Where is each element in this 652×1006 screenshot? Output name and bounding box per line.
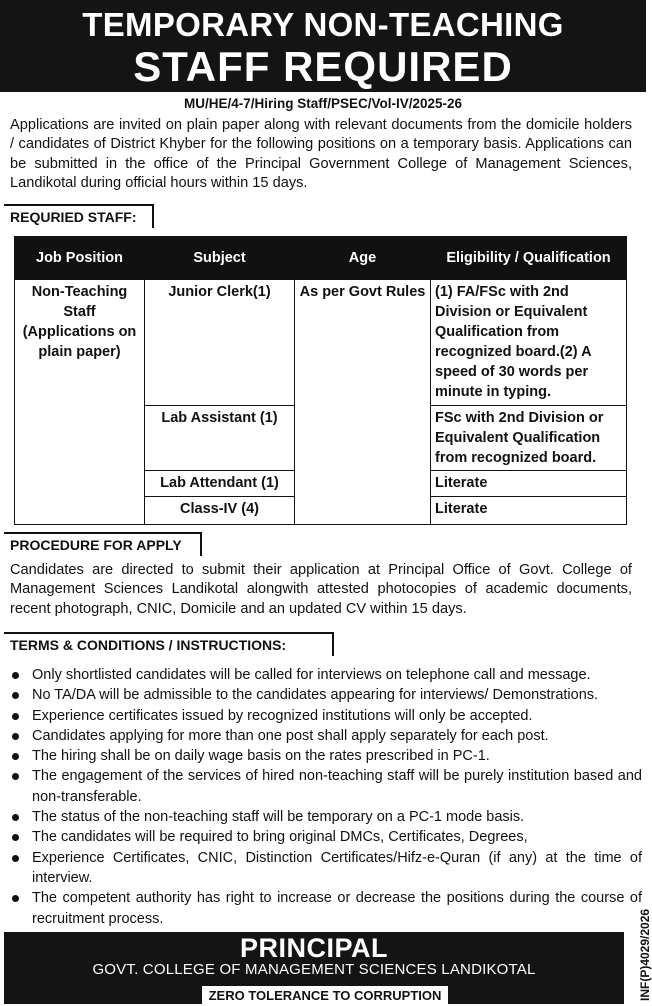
age-cell: As per Govt Rules — [295, 280, 431, 525]
bullet-icon — [12, 713, 19, 720]
list-item — [10, 685, 642, 705]
bullet-icon — [12, 753, 19, 760]
bullet-icon — [12, 895, 19, 902]
anti-corruption-slogan: ZERO TOLERANCE TO CORRUPTION — [202, 986, 448, 1004]
list-item — [10, 848, 642, 889]
footer-institution: GOVT. COLLEGE OF MANAGEMENT SCIENCES LANDIKOTAL — [92, 961, 536, 978]
term-text: No TA/DA will be admissible to the candidates appearing for interviews/ Demonstrations. — [32, 687, 599, 704]
terms-list — [10, 665, 642, 929]
list-item — [10, 665, 642, 685]
subject-cell: Class-IV (4) — [145, 497, 295, 525]
required-staff-heading: REQURIED STAFF: — [4, 204, 154, 228]
intro-paragraph: Applications are invited on plain paper along with relevant documents from the domicile holders / candidates of District Khyber for the following positions on a temporary basis. Applications can be submitted in the office of the Principal Government College of Management Sciences, Landikotal during official hours within 15 days. — [10, 117, 632, 191]
eligibility-cell: Literate — [431, 471, 627, 497]
term-text: The candidates will be required to bring original DMCs, Certificates, Degrees, — [32, 829, 528, 846]
job-position-cell: Non-Teaching Staff (Applications on plain paper) — [15, 280, 145, 525]
term-text: The hiring shall be on daily wage basis on the rates prescribed in PC-1. — [32, 748, 490, 765]
term-text: Experience certificates issued by recognized institutions will only be accepted. — [32, 707, 533, 724]
side-reference-text: INF(P)4029/2026 — [638, 908, 652, 1001]
procedure-paragraph: Candidates are directed to submit their application at Principal Office of Govt. College of Management Sciences Landikotal alongwith attested photocopies of academic documents, recent photograph, CNIC, Domicile and an updated CV within 15 days. — [10, 562, 632, 617]
staff-table — [14, 236, 626, 518]
list-item — [10, 766, 642, 807]
list-item — [10, 807, 642, 827]
col-header-subject: Subject — [145, 237, 295, 280]
list-item — [10, 827, 642, 847]
list-item — [10, 726, 642, 746]
bullet-icon — [12, 814, 19, 821]
footer-title: PRINCIPAL — [239, 933, 388, 963]
col-header-eligibility: Eligibility / Qualification — [431, 237, 627, 280]
term-text: Only shortlisted candidates will be called for interviews on telephone call and message. — [32, 667, 591, 683]
list-item — [10, 888, 642, 929]
subject-cell: Lab Attendant (1) — [145, 471, 295, 497]
bullet-icon — [12, 855, 19, 862]
eligibility-cell: FSc with 2nd Division or Equivalent Qualification from recognized board. — [431, 406, 627, 471]
list-item — [10, 746, 642, 766]
bullet-icon — [12, 834, 19, 841]
term-text: The engagement of the services of hired non-teaching staff will be purely institution based and non-transferable. — [32, 768, 642, 805]
term-text: The competent authority has right to increase or decrease the positions during the course of recruitment process. — [32, 890, 642, 927]
bullet-icon — [12, 733, 19, 740]
subject-cell: Junior Clerk(1) — [145, 280, 295, 406]
terms-heading: TERMS & CONDITIONS / INSTRUCTIONS: — [4, 632, 334, 656]
bullet-icon — [12, 773, 19, 780]
subject-cell: Lab Assistant (1) — [145, 406, 295, 471]
term-text: Experience Certificates, CNIC, Distinction Certificates/Hifz-e-Quran (if any) at the time of interview. — [32, 849, 642, 886]
eligibility-cell: (1) FA/FSc with 2nd Division or Equivalent Qualification from recognized board.(2) A speed of 30 words per minute in typing. — [431, 280, 627, 406]
header-line-2: STAFF REQUIRED — [133, 43, 513, 90]
advert-header — [0, 0, 646, 92]
eligibility-cell: Literate — [431, 497, 627, 525]
header-line-1: TEMPORARY NON-TEACHING — [82, 6, 564, 43]
bullet-icon — [12, 672, 19, 679]
bullet-icon — [12, 692, 19, 699]
advert-footer — [4, 932, 624, 1004]
col-header-job-position: Job Position — [15, 237, 145, 280]
list-item — [10, 706, 642, 726]
col-header-age: Age — [295, 237, 431, 280]
term-text: Candidates applying for more than one post shall apply separately for each post. — [32, 727, 549, 744]
side-reference — [624, 893, 652, 1001]
reference-number: MU/HE/4-7/Hiring Staff/PSEC/Vol-IV/2025-26 — [183, 96, 463, 111]
procedure-heading: PROCEDURE FOR APPLY — [4, 532, 202, 556]
term-text: The status of the non-teaching staff will be temporary on a PC-1 mode basis. — [32, 809, 525, 826]
